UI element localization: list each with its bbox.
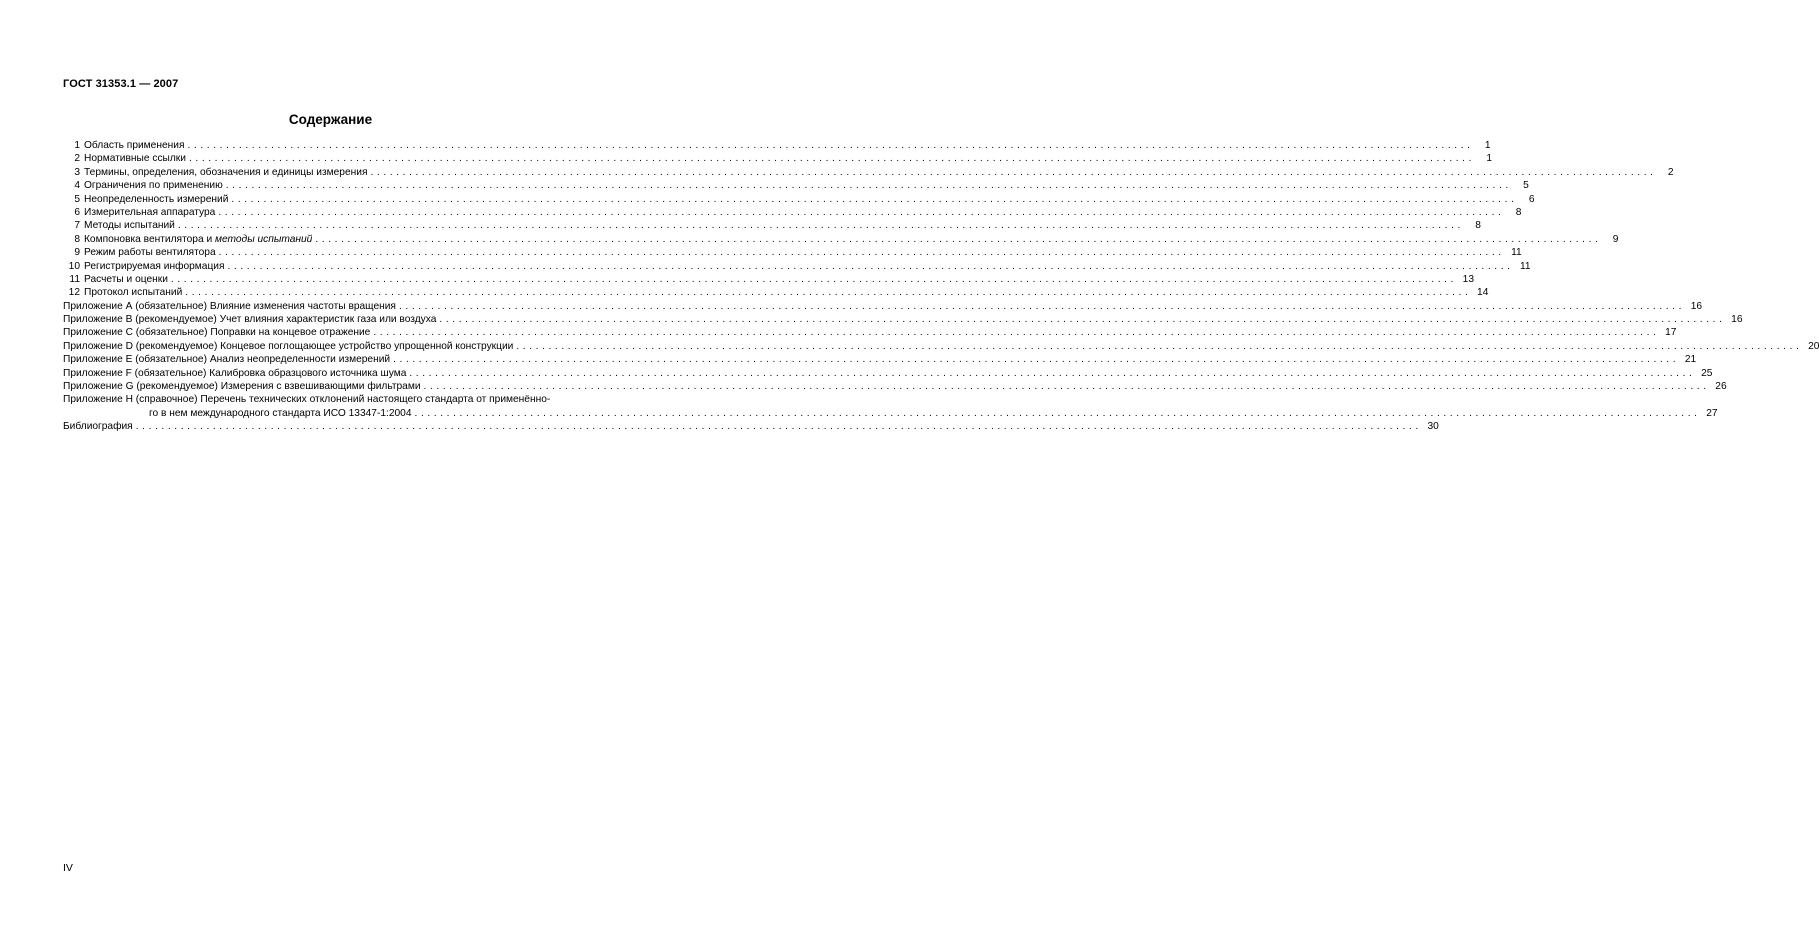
- toc-bibliography-page: 30: [1427, 421, 1439, 433]
- toc-annex-h[interactable]: [63, 393, 1718, 420]
- toc-annex-page: 21: [1684, 354, 1697, 366]
- toc-title: Содержание: [288, 112, 373, 127]
- toc-item-6[interactable]: [63, 206, 1522, 219]
- toc-item-number: 11: [69, 273, 80, 285]
- toc-item-number: 6: [74, 206, 80, 218]
- toc-item-8[interactable]: [63, 233, 1619, 246]
- toc-item-label: Протокол испытаний: [84, 287, 183, 299]
- toc-annex-c[interactable]: [63, 326, 1677, 339]
- toc-item-label: Методы испытаний: [84, 220, 175, 232]
- toc-item-page: 11: [1520, 260, 1531, 272]
- toc-item-label: Измерительная аппаратура: [84, 206, 216, 218]
- toc-item-7[interactable]: [63, 219, 1481, 232]
- toc-item-number: 3: [74, 166, 80, 178]
- toc-annex-label-line1: Приложение Н (справочное) Перечень технических отклонений настоящего стандарта от применённо-: [63, 394, 551, 406]
- toc-item-number: 2: [74, 153, 80, 165]
- toc-annex-f[interactable]: [63, 367, 1713, 380]
- dot-leader: ........................................................................................................................................................................................................: [177, 220, 1464, 232]
- toc-item-page: 8: [1475, 220, 1481, 232]
- dot-leader: ........................................................................................................................................................................................................: [373, 327, 1660, 339]
- toc-item-page: 1: [1484, 140, 1491, 151]
- dot-leader: ........................................................................................................................................................................................................: [393, 354, 1680, 366]
- toc-annex-page: 27: [1706, 407, 1718, 419]
- toc-annex-a[interactable]: [63, 300, 1703, 313]
- dot-leader: ........................................................................................................................................................................................................: [439, 314, 1726, 326]
- toc-item-3[interactable]: [63, 166, 1674, 179]
- toc-annex-page: 26: [1715, 381, 1727, 393]
- table-of-contents: [63, 139, 1819, 434]
- toc-annex-label: Приложение А (обязательное) Влияние изменения частоты вращения: [63, 300, 396, 312]
- toc-item-page: 14: [1477, 287, 1489, 299]
- toc-item-label-plain: Компоновка вентилятора и: [84, 233, 215, 245]
- dot-leader: ........................................................................................................................................................................................................: [170, 273, 1457, 285]
- document-code: ГОСТ 31353.1 — 2007: [63, 78, 179, 90]
- toc-item-5[interactable]: [63, 193, 1535, 206]
- toc-item-page: 11: [1511, 247, 1522, 259]
- toc-item-label: Регистрируемая информация: [84, 260, 225, 272]
- toc-item-page: 6: [1528, 193, 1535, 205]
- toc-annex-label: Приложение С (обязательное) Поправки на концевое отражение: [63, 327, 371, 339]
- toc-item-number: 8: [74, 233, 80, 245]
- toc-item-number: 5: [74, 193, 80, 205]
- toc-item-label: Термины, определения, обозначения и единицы измерения: [84, 166, 368, 178]
- toc-annex-page: 16: [1731, 314, 1743, 326]
- toc-item-number: 9: [74, 247, 80, 259]
- dot-leader: ........................................................................................................................................................................................................: [516, 340, 1803, 352]
- toc-annex-g[interactable]: [63, 380, 1727, 393]
- toc-annex-label: Приложение В (рекомендуемое) Учет влияния характеристик газа или воздуха: [63, 314, 437, 326]
- toc-item-9[interactable]: [63, 246, 1522, 259]
- toc-bibliography[interactable]: [63, 420, 1439, 433]
- toc-annex-page: 20: [1808, 340, 1819, 352]
- toc-annex-label: Приложение D (рекомендуемое) Концевое поглощающее устройство упрощенной конструкции: [63, 340, 514, 352]
- toc-item-number: 1: [74, 140, 80, 151]
- toc-item-10[interactable]: [63, 260, 1531, 273]
- toc-item-label: Неопределенность измерений: [84, 193, 229, 205]
- toc-annex-e[interactable]: [63, 353, 1697, 366]
- toc-item-label: Режим работы вентилятора: [84, 247, 216, 259]
- toc-annex-label: Приложение Е (обязательное) Анализ неопределенности измерений: [63, 354, 391, 366]
- toc-item-number: 10: [68, 260, 80, 272]
- dot-leader: ........................................................................................................................................................................................................: [218, 206, 1505, 218]
- toc-bibliography-label: Библиография: [63, 421, 133, 433]
- dot-leader: ........................................................................................................................................................................................................: [409, 367, 1696, 379]
- page-number: IV: [63, 862, 73, 874]
- dot-leader: ........................................................................................................................................................................................................: [423, 381, 1710, 393]
- dot-leader: ........................................................................................................................................................................................................: [218, 247, 1505, 259]
- toc-annex-label-line2: го в нем международного стандарта ИСО 13347-1:2004: [149, 407, 412, 419]
- toc-annex-label: Приложение F (обязательное) Калибровка образцового источника шума: [63, 367, 407, 379]
- toc-annex-d[interactable]: [63, 340, 1819, 353]
- toc-annex-page: 25: [1701, 367, 1713, 379]
- dot-leader: ........................................................................................................................................................................................................: [231, 193, 1518, 205]
- dot-leader: ........................................................................................................................................................................................................: [227, 260, 1514, 272]
- dot-leader: ........................................................................................................................................................................................................: [225, 180, 1512, 192]
- toc-item-number: 4: [74, 180, 80, 192]
- dot-leader: ........................................................................................................................................................................................................: [414, 407, 1701, 419]
- dot-leader: ........................................................................................................................................................................................................: [187, 140, 1474, 151]
- toc-item-4[interactable]: [63, 179, 1529, 192]
- toc-annex-b[interactable]: [63, 313, 1743, 326]
- toc-item-number: 7: [74, 220, 80, 232]
- toc-item-label-italic: методы испытаний: [214, 233, 313, 245]
- toc-item-page: 9: [1612, 233, 1619, 245]
- toc-item-label: [84, 233, 312, 246]
- dot-leader: ........................................................................................................................................................................................................: [188, 153, 1476, 165]
- toc-item-page: 13: [1462, 273, 1474, 285]
- toc-annex-page: 17: [1665, 327, 1677, 339]
- dot-leader: ........................................................................................................................................................................................................: [135, 421, 1422, 433]
- toc-item-12[interactable]: [63, 286, 1489, 299]
- dot-leader: ........................................................................................................................................................................................................: [370, 166, 1657, 178]
- dot-leader: ........................................................................................................................................................................................................: [398, 300, 1686, 312]
- toc-item-number: 12: [68, 287, 80, 299]
- toc-annex-label: Приложение G (рекомендуемое) Измерения с взвешивающими фильтрами: [63, 381, 421, 393]
- toc-item-page: 1: [1486, 153, 1493, 165]
- toc-item-page: 2: [1667, 166, 1674, 178]
- toc-item-page: 5: [1523, 180, 1529, 192]
- toc-item-11[interactable]: [63, 273, 1474, 286]
- dot-leader: ........................................................................................................................................................................................................: [315, 233, 1602, 245]
- toc-item-label: Нормативные ссылки: [84, 153, 186, 165]
- toc-item-page: 8: [1515, 206, 1522, 218]
- toc-item-label: Расчеты и оценки: [84, 273, 168, 285]
- dot-leader: ........................................................................................................................................................................................................: [185, 287, 1472, 299]
- toc-annex-page: 16: [1690, 300, 1703, 312]
- toc-item-1[interactable]: [63, 139, 1491, 152]
- toc-item-label: Ограничения по применению: [84, 180, 223, 192]
- toc-item-label: Область применения: [84, 140, 185, 151]
- toc-item-2[interactable]: [63, 152, 1493, 165]
